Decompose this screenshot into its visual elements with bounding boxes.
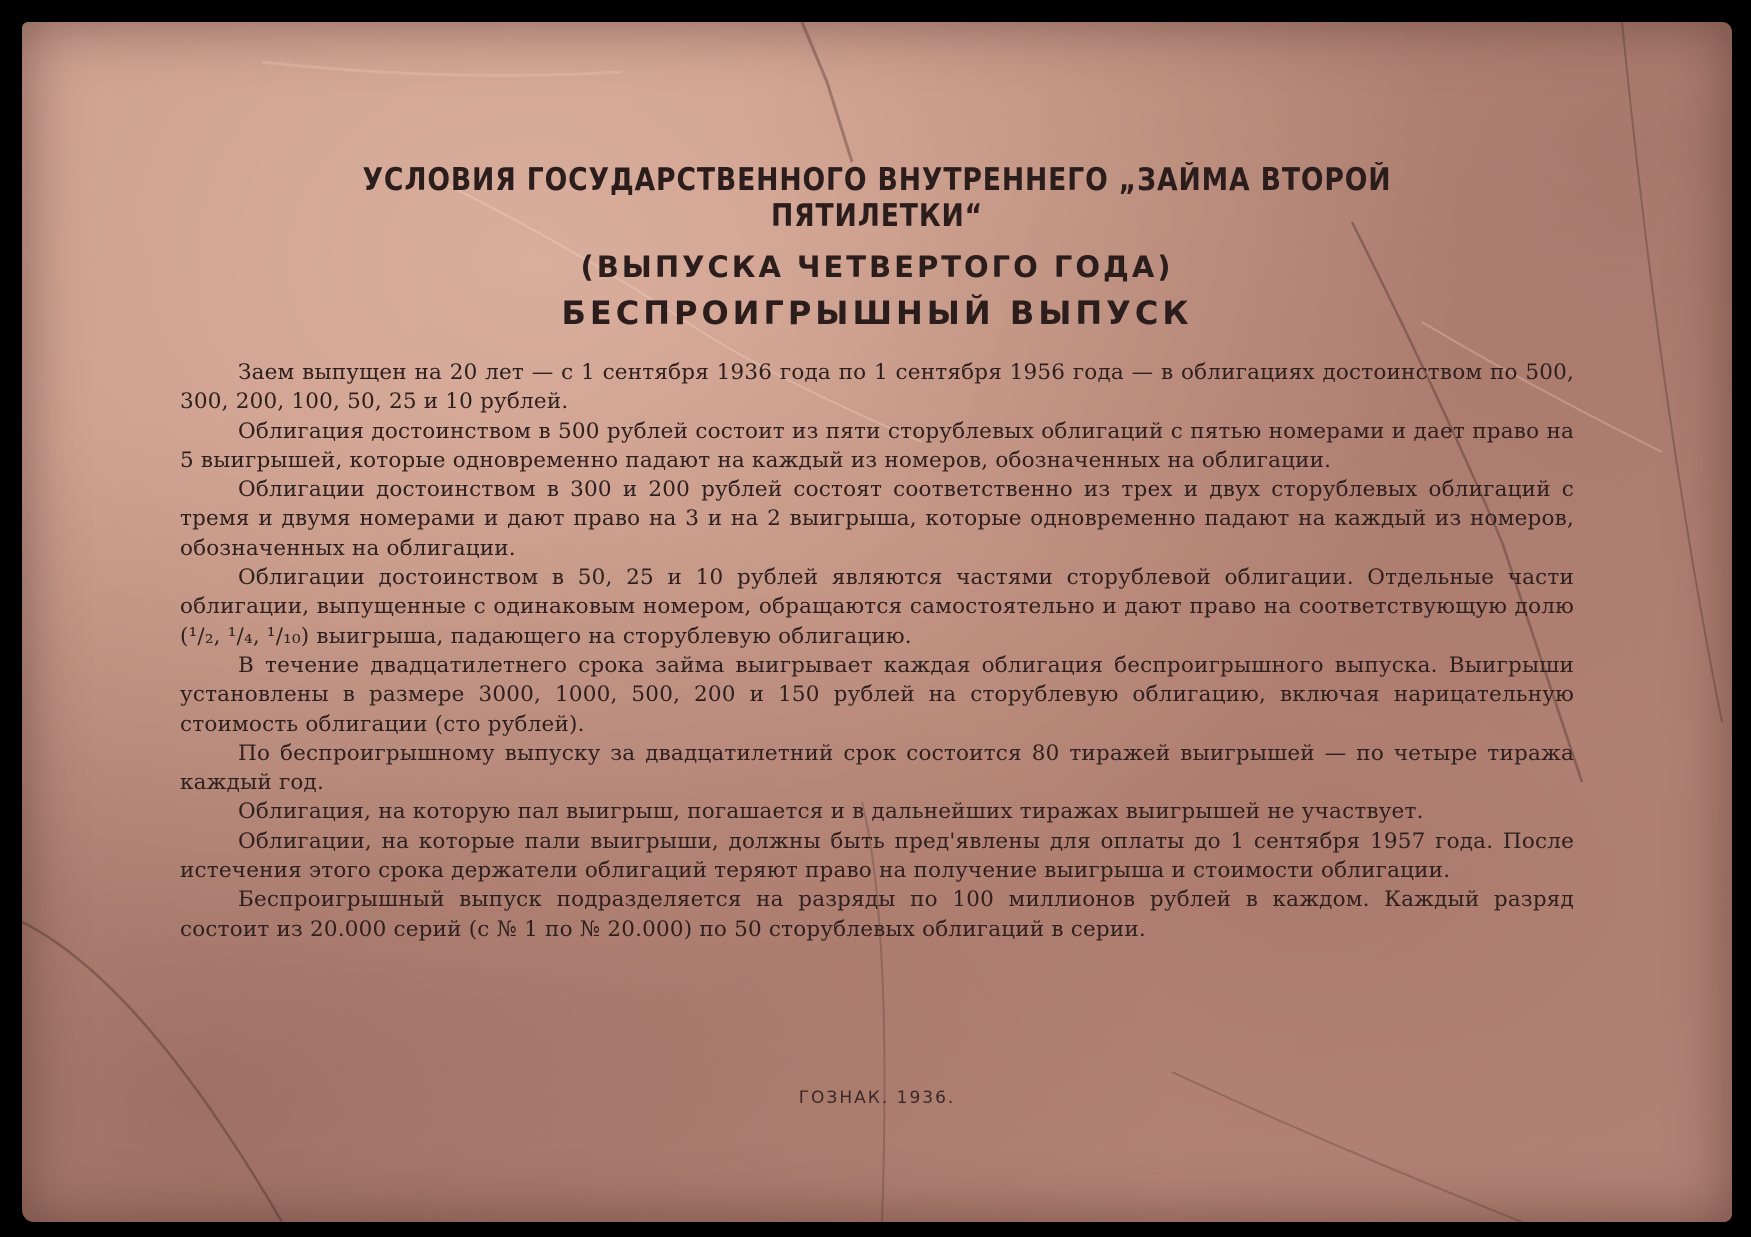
paragraph: Облигации достоинством в 50, 25 и 10 рублей являются частями сторублевой облигации. Отдельные части облигации, выпущенные с одинаковым номером, обращаются самостоятельно и дают право на соответствующую долю (¹/₂, ¹/₄, ¹/₁₀) выигрыша, падающего на сторублевую облигацию.	[180, 565, 1574, 649]
conditions-body	[180, 358, 1574, 944]
document-subtitle: (ВЫПУСКА ЧЕТВЕРТОГО ГОДА)	[580, 250, 1174, 284]
paragraph: Заем выпущен на 20 лет — с 1 сентября 1936 года по 1 сентября 1956 года — в облигациях достоинством по 500, 300, 200, 100, 50, 25 и 10 рублей.	[180, 360, 1574, 415]
document-title: УСЛОВИЯ ГОСУДАРСТВЕННОГО ВНУТРЕННЕГО „ЗАЙМА ВТОРОЙ ПЯТИЛЕТКИ“	[362, 162, 1392, 234]
paragraph: Облигация, на которую пал выигрыш, погашается и в дальнейших тиражах выигрышей не участвует.	[238, 799, 1424, 825]
paragraph: Беспроигрышный выпуск подразделяется на разряды по 100 миллионов рублей в каждом. Каждый разряд состоит из 20.000 серий (с № 1 по № 20.000) по 50 сторублевых облигаций в серии.	[180, 887, 1574, 942]
document-heading: БЕСПРОИГРЫШНЫЙ ВЫПУСК	[561, 294, 1193, 332]
bond-document	[22, 22, 1732, 1222]
bond-conditions-text	[180, 148, 1574, 1108]
paragraph: Облигация достоинством в 500 рублей состоит из пяти сторублевых облигаций с пятью номерами и дает право на 5 выигрышей, которые одновременно падают на каждый из номеров, обозначенных на облигации.	[180, 418, 1574, 473]
paragraph: По беспроигрышному выпуску за двадцатилетний срок состоится 80 тиражей выигрышей — по четыре тиража каждый год.	[180, 740, 1574, 796]
paragraph: В течение двадцатилетнего срока займа выигрывает каждая облигация беспроигрышного выпуска. Выигрыши установлены в размере 3000, 1000, 500, 200 и 150 рублей на сторублевую облигацию, включая нарицательную стоимость облигации (сто рублей).	[180, 652, 1574, 737]
paragraph: Облигации достоинством в 300 и 200 рублей состоят соответственно из трех и двух сторублевых облигаций с тремя и двумя номерами и дают право на 3 и на 2 выигрыша, которые одновременно падают на каждый из номеров, обозначенных на облигации.	[180, 477, 1574, 561]
paragraph: Облигации, на которые пали выигрыши, должны быть пред'явлены для оплаты до 1 сентября 1957 года. После истечения этого срока держатели облигаций теряют право на получение выигрыша и стоимости облигации.	[180, 828, 1574, 884]
printer-imprint: ГОЗНАК. 1936.	[798, 1088, 956, 1108]
